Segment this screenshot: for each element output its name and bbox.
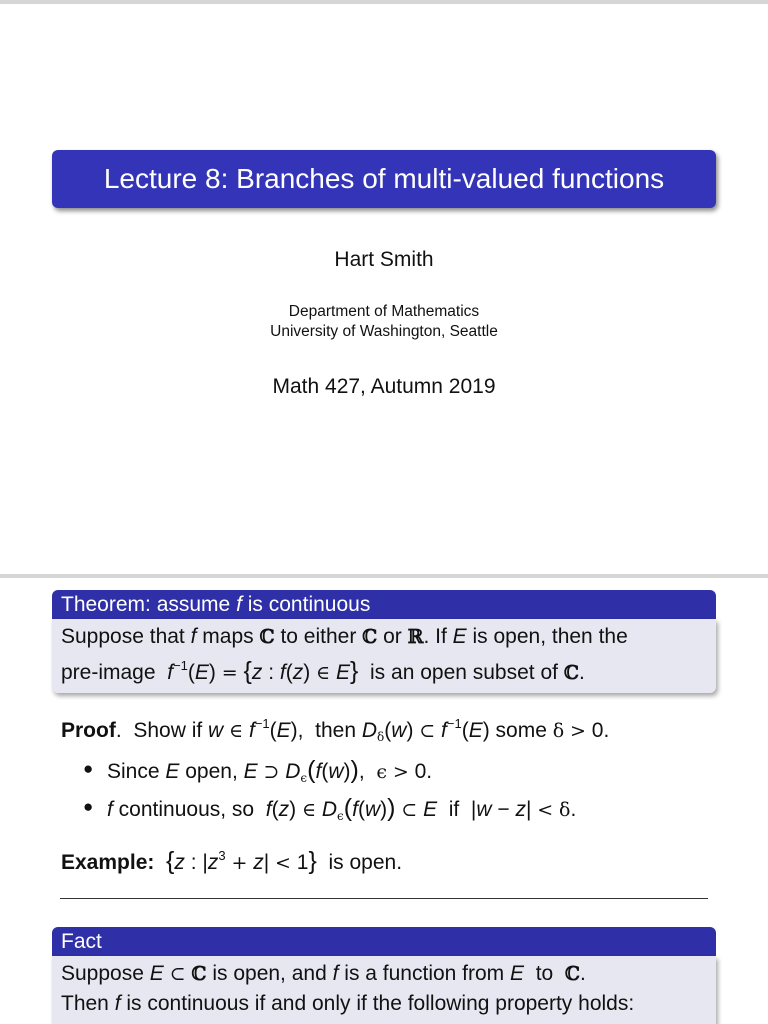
university: University of Washington, Seattle [270,323,498,340]
title-slide [0,4,768,574]
fact-line-2: Then f is continuous if and only if the following property holds: [61,992,635,1015]
theorem-block-body [52,619,716,693]
example-line: Example: {z : $|z^3 + z| < 1$} is open. [61,847,403,875]
bullet-dot: ● [83,797,94,816]
theorem-line-1: Suppose that f maps ℂ to either ℂ or ℝ. If E is open, then the [61,625,628,648]
course-info: Math 427, Autumn 2019 [272,375,496,398]
proof-bullet-2: f continuous, so f(z) ∈ $D_\epsilon(f(w))$ ⊂ E if |w − z| < δ. [107,794,577,823]
bullet-dot: ● [83,759,94,778]
fact-line-1: Suppose E ⊂ ℂ is open, and f is a function from E to ℂ. [61,962,586,985]
divider [60,898,708,899]
fact-block-title: Fact [52,927,716,956]
theorem-block-title: Theorem: assume f is continuous [52,590,716,619]
theorem-line-2: pre-image $f^{-1}(E) = \{z$ : f(z) ∈ E} is an open subset of ℂ. [61,657,585,685]
proof-bullet-1: Since E open, E ⊃ $D_\epsilon(f(w))$, ϵ > 0. [107,756,433,785]
theorem-slide [0,578,768,1024]
lecture-title: Lecture 8: Branches of multi-valued functions [52,150,716,208]
author-name: Hart Smith [334,248,434,271]
proof-line: Proof. Show if w ∈ $f^{-1}(E)$, then $D_\delta(w)$ ⊂ $f^{-1}(E)$ some δ > 0. [61,716,610,744]
fact-block-body [52,956,716,1024]
department: Department of Mathematics [288,303,480,320]
